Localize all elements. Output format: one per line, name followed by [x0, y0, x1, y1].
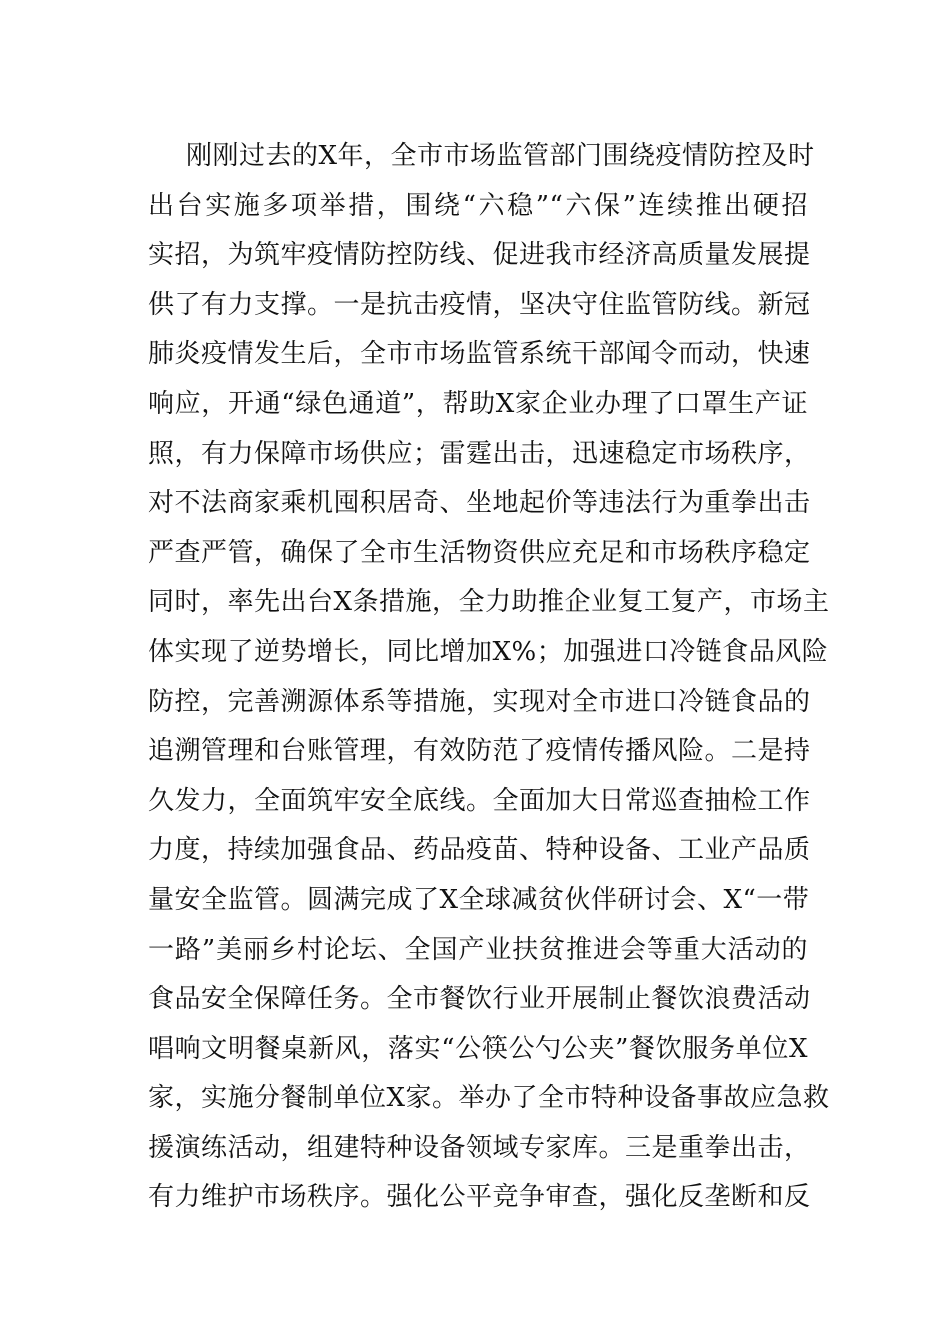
text-line: 同时，率先出台X条措施，全力助推企业复工复产，市场主	[148, 587, 830, 618]
text-line: 实招，为筑牢疫情防控防线、促进我市经济高质量发展提	[148, 240, 811, 271]
text-line: 体实现了逆势增长，同比增加X%；加强进口冷链食品风险	[148, 636, 829, 667]
paragraph	[148, 132, 830, 1223]
text-line: 供了有力支撑。一是抗击疫情，坚决守住监管防线。新冠	[148, 289, 811, 320]
text-line: 出台实施多项举措，围绕“六稳”“六保”连续推出硬招	[148, 190, 808, 221]
text-line: 力度，持续加强食品、药品疫苗、特种设备、工业产品质	[148, 835, 811, 866]
text-line: 久发力，全面筑牢安全底线。全面加大日常巡查抽检工作	[148, 785, 811, 816]
text-line: 量安全监管。圆满完成了X全球减贫伙伴研讨会、X“一带	[148, 884, 810, 915]
text-line: 援演练活动，组建特种设备领域专家库。三是重拳出击，	[148, 1132, 811, 1163]
text-line: 对不法商家乘机囤积居奇、坐地起价等违法行为重拳出击	[148, 488, 811, 519]
text-line: 防控，完善溯源体系等措施，实现对全市进口冷链食品的	[148, 686, 811, 717]
text-line: 响应，开通“绿色通道”，帮助X家企业办理了口罩生产证	[148, 388, 808, 419]
text-line: 食品安全保障任务。全市餐饮行业开展制止餐饮浪费活动	[148, 984, 811, 1015]
text-line: 严查严管，确保了全市生活物资供应充足和市场秩序稳定	[148, 537, 811, 568]
text-line: 照，有力保障市场供应；雷霆出击，迅速稳定市场秩序，	[148, 438, 811, 469]
text-line: 唱响文明餐桌新风，落实“公筷公勺公夹”餐饮服务单位X	[148, 1033, 808, 1064]
text-line: 肺炎疫情发生后，全市市场监管系统干部闻令而动，快速	[148, 339, 811, 370]
text-line: 家，实施分餐制单位X家。举办了全市特种设备事故应急救	[148, 1083, 830, 1114]
text-line: 有力维护市场秩序。强化公平竞争审查，强化反垄断和反	[148, 1182, 811, 1213]
text-line: 一路”美丽乡村论坛、全国产业扶贫推进会等重大活动的	[148, 934, 808, 965]
text-line: 刚刚过去的X年，全市市场监管部门围绕疫情防控及时	[186, 141, 815, 171]
text-line: 追溯管理和台账管理，有效防范了疫情传播风险。二是持	[148, 736, 811, 767]
